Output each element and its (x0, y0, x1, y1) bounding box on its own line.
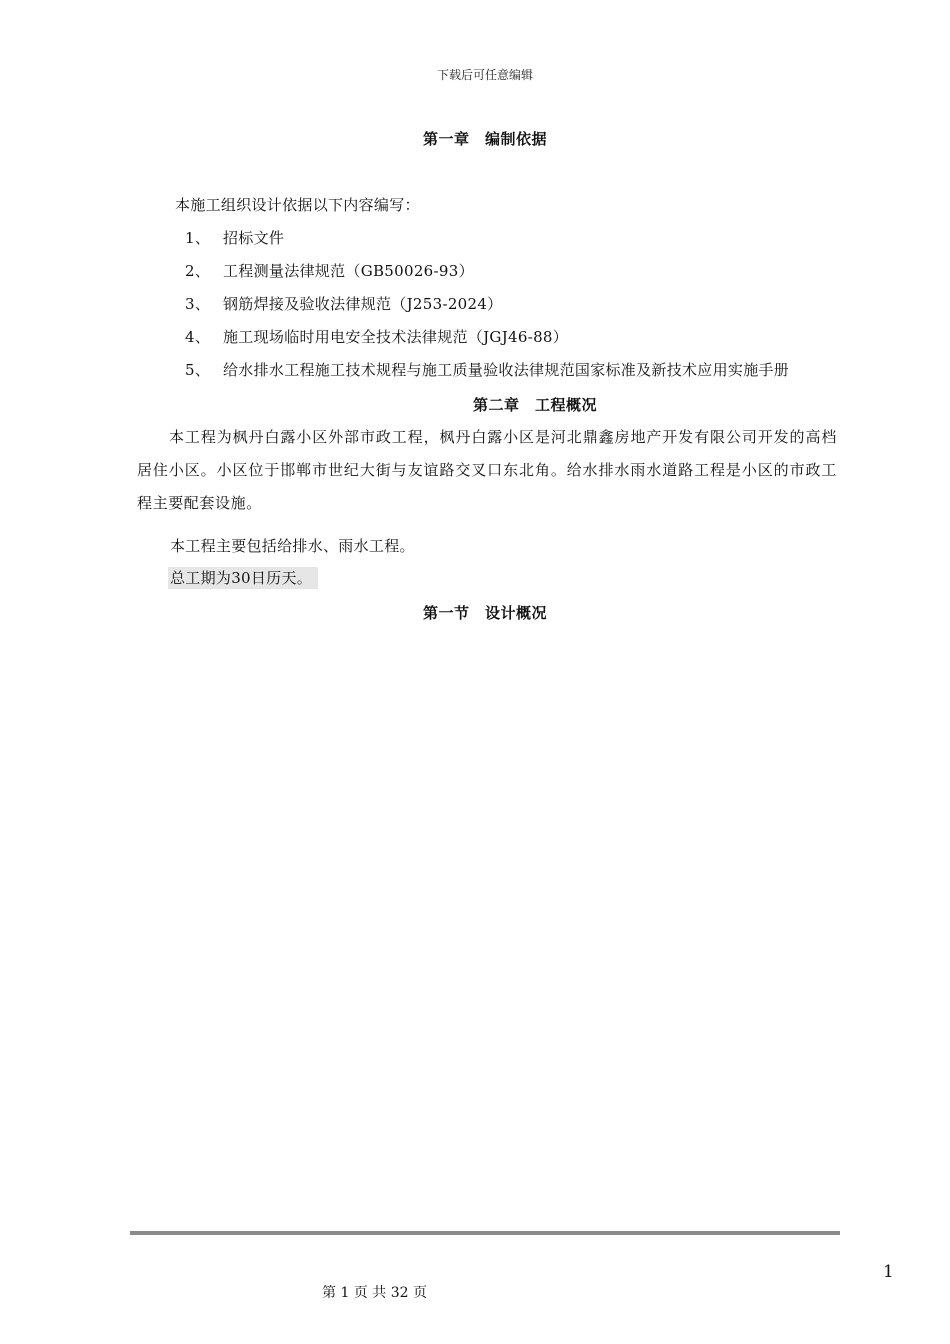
list-item-number: 1、 (185, 229, 211, 247)
chapter2-duration (168, 567, 318, 588)
list-item-text: 给水排水工程施工技术规程与施工质量验收法律规范国家标准及新技术应用实施手册 (223, 361, 790, 379)
list-item-text: 工程测量法律规范（GB50026-93） (223, 262, 474, 280)
list-item-text: 钢筋焊接及验收法律规范（J253-2024） (223, 295, 503, 313)
footer-divider (130, 1231, 840, 1235)
page-count: 第 1 页 共 32 页 (322, 1285, 427, 1301)
basis-list-item (185, 293, 503, 314)
basis-list-item (185, 260, 474, 281)
list-item-number: 5、 (185, 361, 211, 379)
section1-title: 第一节 设计概况 (422, 604, 547, 622)
list-item-text: 招标文件 (223, 229, 285, 247)
chapter2-title: 第二章 工程概况 (472, 396, 597, 414)
chapter1-title: 第一章 编制依据 (422, 130, 547, 148)
list-item-number: 2、 (185, 262, 211, 280)
list-item-number: 3、 (185, 295, 211, 313)
list-item-text: 施工现场临时用电安全技术法律规范（JGJ46-88） (223, 328, 569, 346)
page-number: 1 (883, 1262, 894, 1282)
chapter2-paragraph: 本工程为枫丹白露小区外部市政工程，枫丹白露小区是河北鼎鑫房地产开发有限公司开发的高档居住小区。小区位于邯郸市世纪大街与友谊路交叉口东北角。给水排水雨水道路工程是小区的市政工程主要配套设施。 (137, 428, 837, 512)
header-note: 下载后可任意编辑 (436, 68, 533, 82)
basis-list-item (185, 359, 789, 380)
list-item-number: 4、 (185, 328, 211, 346)
duration-highlight: 总工期为30日历天。 (168, 567, 318, 589)
basis-list-item (185, 326, 568, 347)
chapter2-scope: 本工程主要包括给排水、雨水工程。 (170, 537, 415, 555)
chapter1-intro: 本施工组织设计依据以下内容编写： (175, 196, 420, 214)
basis-list-item (185, 227, 284, 248)
